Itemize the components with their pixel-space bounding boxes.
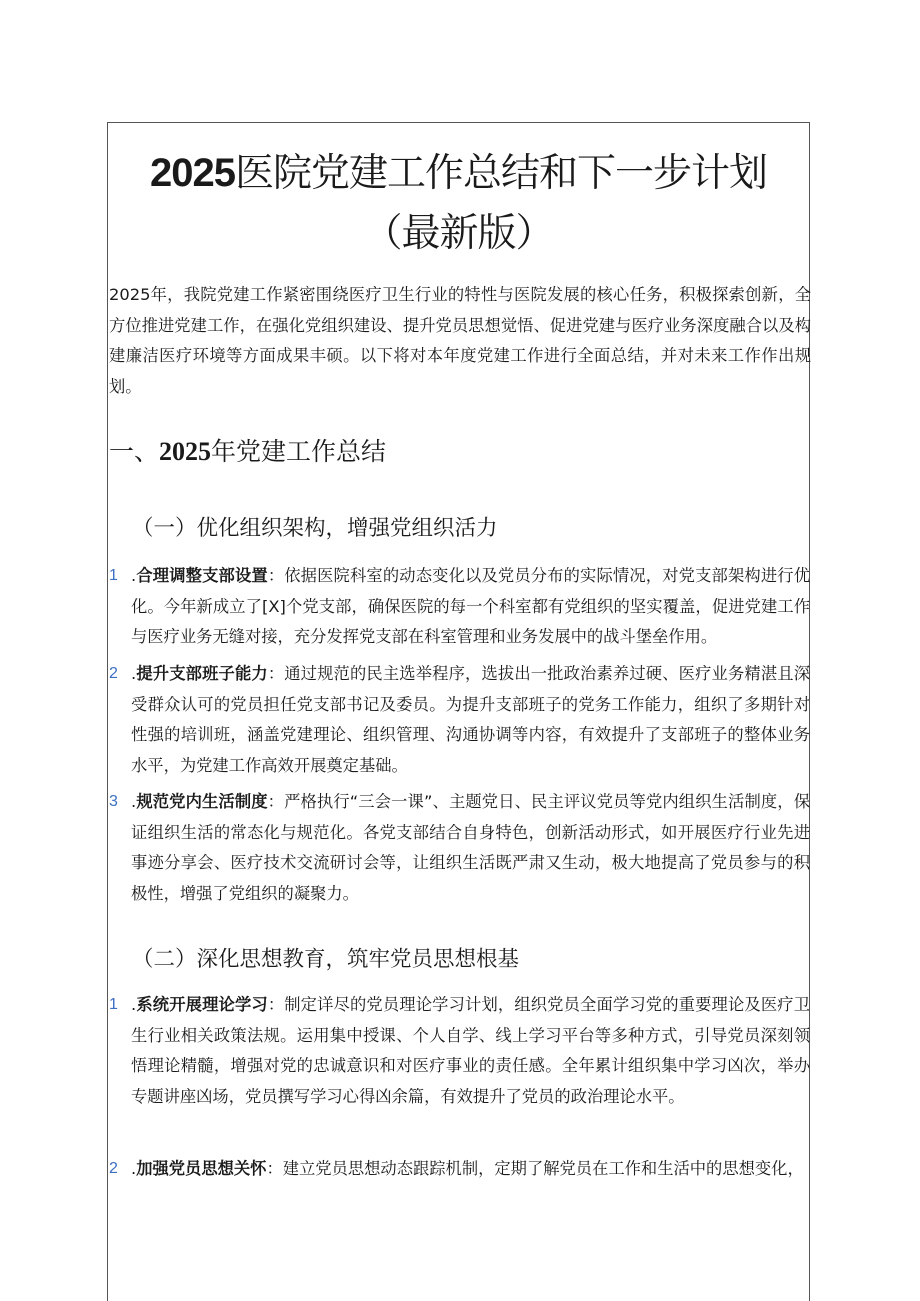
- item-text: ：严格执行“三会一课”、主题党日、民主评议党员等党内组织生活制度，保证组织生活的常态化与规范化。各党支部结合自身特色，创新活动形式，如开展医疗行业先进事迹分享会、医疗技术交流研讨会等，让组织生活既严肃又生动，极大地提高了党员参与的积极性，增强了党组织的凝聚力。: [131, 792, 810, 903]
- item-text: ：建立党员思想动态跟踪机制，定期了解党员在工作和生活中的思想变化，: [266, 1159, 804, 1178]
- section-title: 年党建工作总结: [211, 437, 387, 466]
- item-lead: 系统开展理论学习: [136, 995, 268, 1014]
- subsection-heading-1: （一）优化组织架构，增强党组织活力: [132, 516, 498, 541]
- list-item: 2 .提升支部班子能力：通过规范的民主选举程序，选拔出一批政治素养过硬、医疗业务精湛且深受群众认可的党员担任党支部书记及委员。为提升支部班子的党务工作能力，组织了多期针对性强的培训班，涵盖党建理论、组织管理、沟通协调等内容，有效提升了支部班子的整体业务水平，为党建工作高效开展奠定基础。: [109, 659, 810, 781]
- list-item: 3 .规范党内生活制度：严格执行“三会一课”、主题党日、民主评议党员等党内组织生活制度，保证组织生活的常态化与规范化。各党支部结合自身特色，创新活动形式，如开展医疗行业先进事迹分享会、医疗技术交流研讨会等，让组织生活既严肃又生动，极大地提高了党员参与的积极性，增强了党组织的凝聚力。: [109, 787, 810, 909]
- section-heading: [109, 432, 386, 468]
- list-number: 2: [109, 1160, 118, 1177]
- title-year: 2025: [150, 151, 235, 195]
- title-text: 医院党建工作总结和下一步计划: [234, 151, 767, 196]
- subsection-heading-2: （二）深化思想教育，筑牢党员思想根基: [132, 947, 520, 972]
- list-item: 1 .系统开展理论学习：制定详尽的党员理论学习计划，组织党员全面学习党的重要理论及医疗卫生行业相关政策法规。运用集中授课、个人自学、线上学习平台等多种方式，引导党员深刻领悟理论精髓，增强对党的忠诚意识和对医疗事业的责任感。全年累计组织集中学习凶次，举办专题讲座凶场，党员撰写学习心得凶余篇，有效提升了党员的政治理论水平。: [109, 990, 810, 1112]
- item-text: ：依据医院科室的动态变化以及党员分布的实际情况，对党支部架构进行优化。今年新成立了[X]个党支部，确保医院的每一个科室都有党组织的坚实覆盖，促进党建工作与医疗业务无缝对接，充分发挥党支部在科室管理和业务发展中的战斗堡垒作用。: [131, 566, 810, 646]
- item-text: ：制定详尽的党员理论学习计划，组织党员全面学习党的重要理论及医疗卫生行业相关政策法规。运用集中授课、个人自学、线上学习平台等多种方式，引导党员深刻领悟理论精髓，增强对党的忠诚意识和对医疗事业的责任感。全年累计组织集中学习凶次，举办专题讲座凶场，党员撰写学习心得凶余篇，有效提升了党员的政治理论水平。: [131, 995, 810, 1106]
- document-subtitle: （最新版）: [363, 211, 554, 256]
- list-number: 1: [109, 996, 118, 1013]
- document-title: [107, 142, 810, 198]
- item-lead: 提升支部班子能力: [136, 664, 268, 683]
- list-number: 3: [109, 793, 118, 810]
- item-lead: 规范党内生活制度: [136, 792, 268, 811]
- item-lead: 合理调整支部设置: [136, 566, 268, 585]
- section-prefix: 一、: [109, 437, 160, 466]
- item-text: ：通过规范的民主选举程序，选拔出一批政治素养过硬、医疗业务精湛且深受群众认可的党员担任党支部书记及委员。为提升支部班子的党务工作能力，组织了多期针对性强的培训班，涵盖党建理论、组织管理、沟通协调等内容，有效提升了支部班子的整体业务水平，为党建工作高效开展奠定基础。: [131, 664, 810, 775]
- intro-paragraph: 2025年，我院党建工作紧密围绕医疗卫生行业的特性与医院发展的核心任务，积极探索创新，全方位推进党建工作，在强化党组织建设、提升党员思想觉悟、促进党建与医疗业务深度融合以及构建廉洁医疗环境等方面成果丰硕。以下将对本年度党建工作进行全面总结，并对未来工作作出规划。: [109, 285, 811, 396]
- section-year: 2025: [159, 437, 212, 466]
- list-number: 2: [109, 665, 118, 682]
- list-item: 1 .合理调整支部设置：依据医院科室的动态变化以及党员分布的实际情况，对党支部架构进行优化。今年新成立了[X]个党支部，确保医院的每一个科室都有党组织的坚实覆盖，促进党建工作与医疗业务无缝对接，充分发挥党支部在科室管理和业务发展中的战斗堡垒作用。: [109, 561, 810, 653]
- list-item: 2 .加强党员思想关怀：建立党员思想动态跟踪机制，定期了解党员在工作和生活中的思想变化，: [109, 1154, 810, 1184]
- list-number: 1: [109, 567, 118, 584]
- item-lead: 加强党员思想关怀: [136, 1159, 267, 1178]
